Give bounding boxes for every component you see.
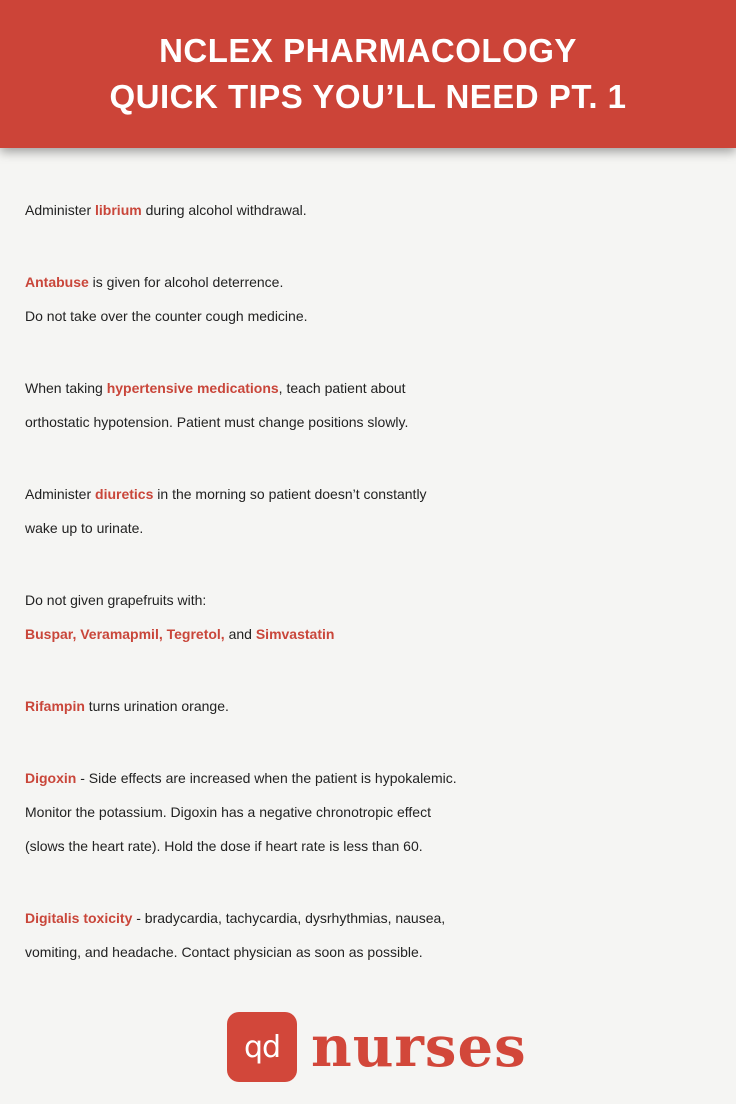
tip-text: in the morning so patient doesn’t constantly (153, 486, 427, 502)
drug-term: Digoxin (25, 770, 77, 786)
tip-librium (25, 193, 735, 227)
drug-term: Buspar, Veramapmil, Tegretol, (25, 626, 225, 642)
tip-hypertensive (25, 371, 735, 439)
tip-text: When taking (25, 380, 107, 396)
qd-logo-mark: qd (227, 1012, 297, 1082)
tip-rifampin (25, 689, 735, 723)
drug-term: Rifampin (25, 698, 85, 714)
tip-line (25, 477, 735, 511)
tip-line: vomiting, and headache. Contact physician as soon as possible. (25, 944, 423, 960)
tip-line (25, 371, 735, 405)
tip-line (25, 265, 735, 299)
tip-text: and (224, 626, 256, 642)
tip-text: Administer (25, 202, 96, 218)
tip-text: Administer (25, 486, 96, 502)
tip-line: Do not take over the counter cough medicine. (25, 308, 308, 324)
tip-antabuse (25, 265, 735, 333)
drug-term: librium (95, 202, 142, 218)
tips-list (25, 193, 735, 1007)
tip-line: (slows the heart rate). Hold the dose if heart rate is less than 60. (25, 838, 423, 854)
tip-line (25, 689, 735, 723)
tip-text: , teach patient about (278, 380, 406, 396)
drug-term: Digitalis toxicity (25, 910, 133, 926)
title-line-1: NCLEX PHARMACOLOGY (159, 32, 577, 69)
drug-term: Simvastatin (255, 626, 335, 642)
tip-line: Monitor the potassium. Digoxin has a negative chronotropic effect (25, 804, 431, 820)
nurses-wordmark: nurses (311, 1014, 527, 1080)
tip-text: during alcohol withdrawal. (141, 202, 307, 218)
tip-line: orthostatic hypotension. Patient must change positions slowly. (25, 414, 409, 430)
tip-line (25, 761, 735, 795)
tip-text: is given for alcohol deterrence. (88, 274, 284, 290)
tip-line (25, 617, 735, 651)
title-line-2: QUICK TIPS YOU’LL NEED PT. 1 (109, 78, 627, 115)
tip-line: wake up to urinate. (25, 520, 144, 536)
drug-term: diuretics (95, 486, 154, 502)
tip-line: Do not given grapefruits with: (25, 592, 207, 608)
tip-text: - Side effects are increased when the patient is hypokalemic. (76, 770, 457, 786)
tip-digoxin (25, 761, 735, 863)
tip-text: turns urination orange. (84, 698, 229, 714)
tip-diuretics (25, 477, 735, 545)
drug-term: hypertensive medications (106, 380, 279, 396)
qd-nurses-logo (227, 1011, 527, 1083)
drug-term: Antabuse (25, 274, 89, 290)
tip-digitalis (25, 901, 735, 969)
tip-line (25, 193, 735, 227)
tip-text: - bradycardia, tachycardia, dysrhythmias, nausea, (132, 910, 446, 926)
tip-grapefruit (25, 583, 735, 651)
tip-line (25, 901, 735, 935)
title-banner (0, 0, 736, 148)
